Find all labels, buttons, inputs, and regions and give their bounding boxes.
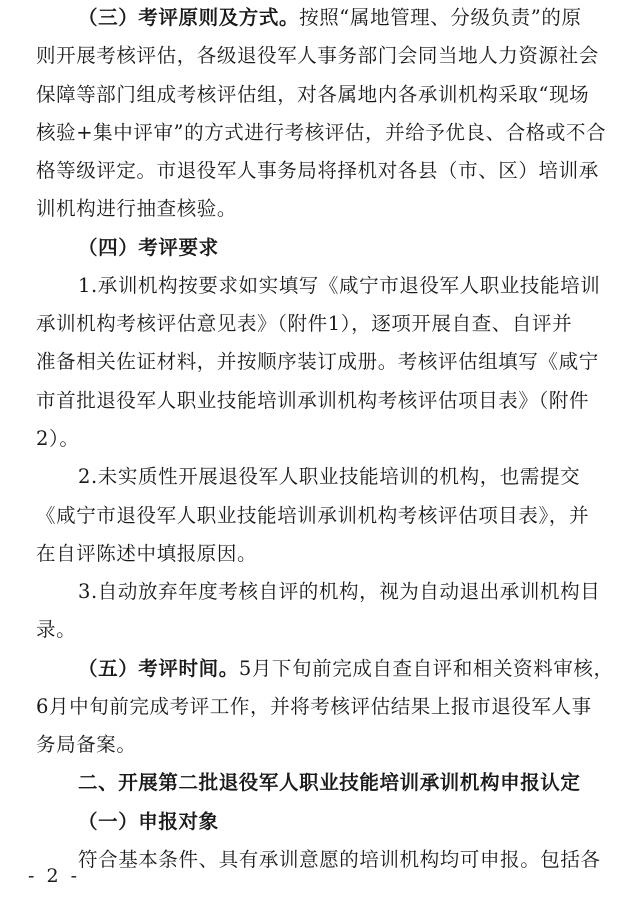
paragraph-principles-first-line [78,4,582,32]
item-3-first-line: 3.自动放弃年度考核自评的机构，视为自动退出承训机构目 [78,580,601,603]
paragraph-time-first-line [78,655,614,683]
paragraph-line: 则开展考核评估，各级退役军人事务部门会同当地人力资源社会 [36,44,599,67]
paragraph-line: 市首批退役军人职业技能培训承训机构考核评估项目表》（附件 [36,389,590,412]
section-2-heading: 二、开展第二批退役军人职业技能培训承训机构申报认定 [78,771,581,794]
paragraph-line: 保障等部门组成考核评估组，对各属地内各承训机构采取“现场 [36,83,590,106]
paragraph-line: 核验+集中评审”的方式进行考核评估，并给予优良、合格或不合 [36,121,607,144]
heading-principles: （三）考评原则及方式。 [78,6,300,29]
paragraph-line: 录。 [36,618,77,641]
paragraph-line: 6月中旬前完成考评工作，并将考核评估结果上报市退役军人事 [36,695,592,718]
paragraph-line: 务局备案。 [36,733,137,756]
page-number: - 2 - [28,865,81,887]
paragraph-line: 格等级评定。市退役军人事务局将择机对各县（市、区）培训承 [36,159,599,182]
heading-time: （五）考评时间。 [78,657,239,680]
item-1-first-line: 1.承训机构按要求如实填写《咸宁市退役军人职业技能培训 [78,274,601,297]
heading-requirements: （四）考评要求 [78,236,219,259]
item-2-first-line: 2.未实质性开展退役军人职业技能培训的机构，也需提交 [78,465,581,488]
applicants-text: 符合基本条件、具有承训意愿的培训机构均可申报。包括各 [78,848,601,871]
paragraph-line: 2）。 [36,427,80,450]
paragraph-line: 承训机构考核评估意见表》（附件1），逐项开展自查、自评并 [36,312,573,335]
principles-text: 按照“属地管理、分级负责”的原 [299,6,582,29]
heading-applicants: （一）申报对象 [78,810,219,833]
paragraph-line: 在自评陈述中填报原因。 [36,542,258,565]
paragraph-line: 准备相关佐证材料，并按顺序装订成册。考核评估组填写《咸宁 [36,350,599,373]
time-text: 5月下旬前完成自查自评和相关资料审核， [238,657,614,680]
paragraph-line: 训机构进行抽查核验。 [36,197,238,220]
paragraph-line: 《咸宁市退役军人职业技能培训承训机构考核评估项目表》，并 [36,504,590,527]
